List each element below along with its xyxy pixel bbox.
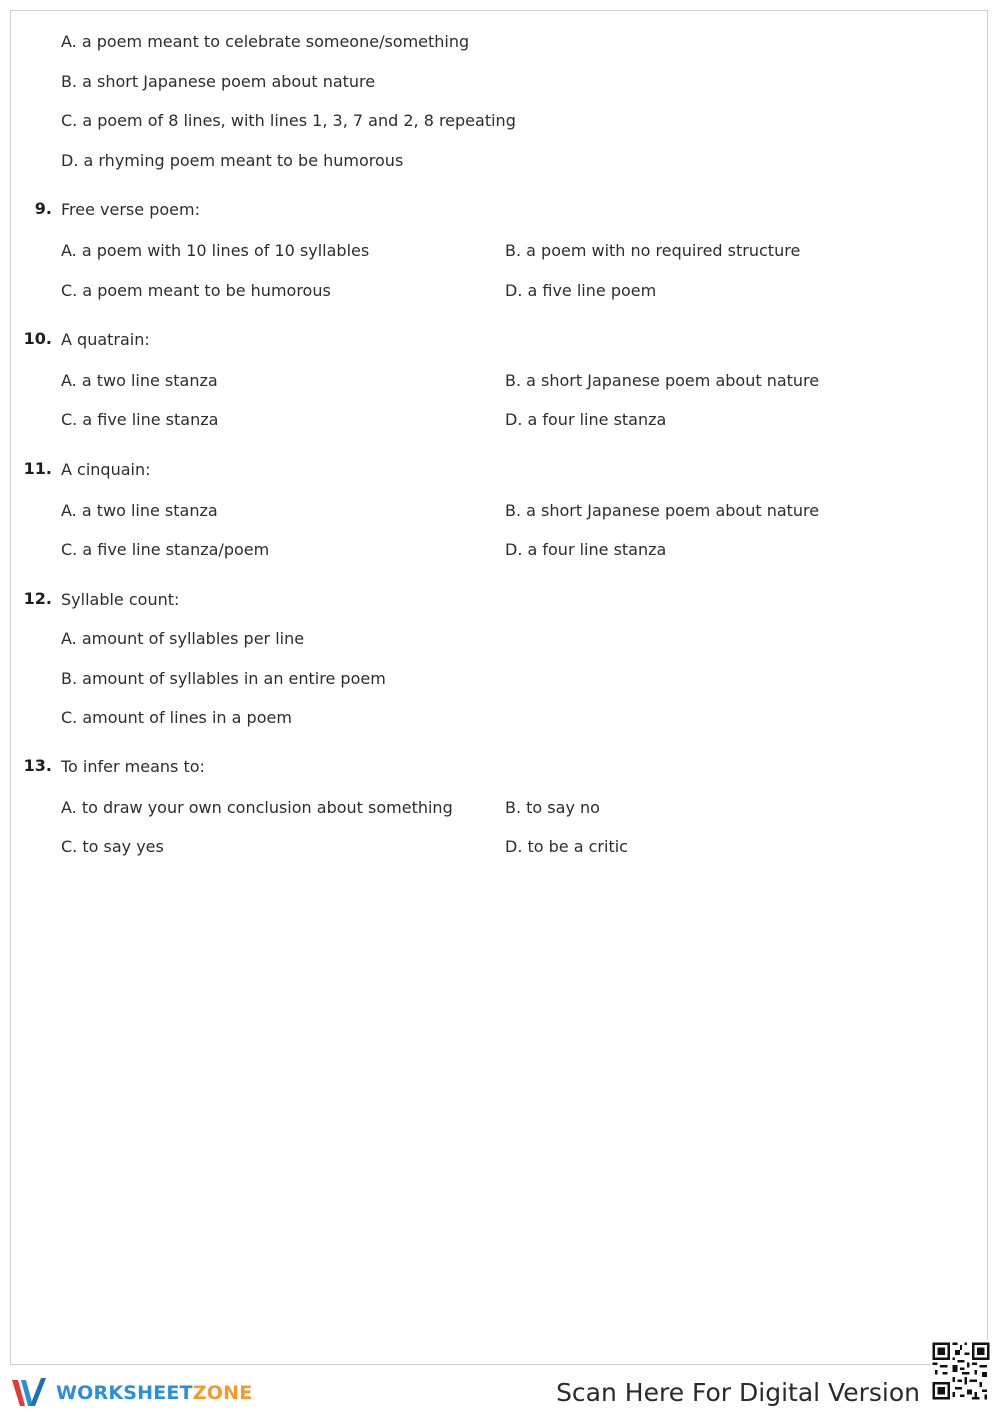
question-text: Free verse poem:	[61, 200, 200, 219]
q8-option-d[interactable]: D. a rhyming poem meant to be humorous	[61, 151, 404, 170]
q10-option-a[interactable]: A. a two line stanza	[61, 371, 218, 390]
q13-option-d[interactable]: D. to be a critic	[505, 837, 628, 856]
q8-option-c[interactable]: C. a poem of 8 lines, with lines 1, 3, 7 and 2, 8 repeating	[61, 111, 516, 130]
q11-option-b[interactable]: B. a short Japanese poem about nature	[505, 501, 820, 520]
qr-code-icon[interactable]	[930, 1340, 992, 1402]
question-number: 13.	[23, 756, 52, 775]
q12-option-a[interactable]: A. amount of syllables per line	[61, 629, 305, 648]
question-text: To infer means to:	[61, 757, 205, 776]
q10-option-d[interactable]: D. a four line stanza	[505, 410, 667, 429]
question-number: 12.	[23, 589, 52, 608]
logo-text-worksheet: WORKSHEET	[56, 1382, 193, 1404]
q11-option-c[interactable]: C. a five line stanza/poem	[61, 540, 270, 559]
q13-option-c[interactable]: C. to say yes	[61, 837, 164, 856]
q13-option-a[interactable]: A. to draw your own conclusion about something	[61, 798, 453, 817]
q8-option-b[interactable]: B. a short Japanese poem about nature	[61, 72, 376, 91]
q13-option-b[interactable]: B. to say no	[505, 798, 600, 817]
q12-option-b[interactable]: B. amount of syllables in an entire poem	[61, 669, 386, 688]
logo-w-icon	[10, 1376, 52, 1410]
q8-option-a[interactable]: A. a poem meant to celebrate someone/something	[61, 32, 470, 51]
logo-text	[56, 1382, 252, 1404]
q10-option-b[interactable]: B. a short Japanese poem about nature	[505, 371, 820, 390]
question-text: A cinquain:	[61, 460, 151, 479]
q11-option-a[interactable]: A. a two line stanza	[61, 501, 218, 520]
q11-option-d[interactable]: D. a four line stanza	[505, 540, 667, 559]
q9-option-a[interactable]: A. a poem with 10 lines of 10 syllables	[61, 241, 370, 260]
q10-option-c[interactable]: C. a five line stanza	[61, 410, 219, 429]
question-number: 11.	[23, 459, 52, 478]
q12-option-c[interactable]: C. amount of lines in a poem	[61, 708, 292, 727]
scan-instruction: Scan Here For Digital Version	[556, 1378, 920, 1407]
q9-option-b[interactable]: B. a poem with no required structure	[505, 241, 801, 260]
question-number: 10.	[23, 329, 52, 348]
page-footer	[0, 1366, 1000, 1414]
q9-option-d[interactable]: D. a five line poem	[505, 281, 657, 300]
logo-text-zone: ZONE	[192, 1382, 253, 1404]
question-text: Syllable count:	[61, 590, 180, 609]
question-text: A quatrain:	[61, 330, 150, 349]
q9-option-c[interactable]: C. a poem meant to be humorous	[61, 281, 331, 300]
question-number: 9.	[34, 199, 52, 218]
worksheet-zone-logo[interactable]	[10, 1376, 252, 1410]
